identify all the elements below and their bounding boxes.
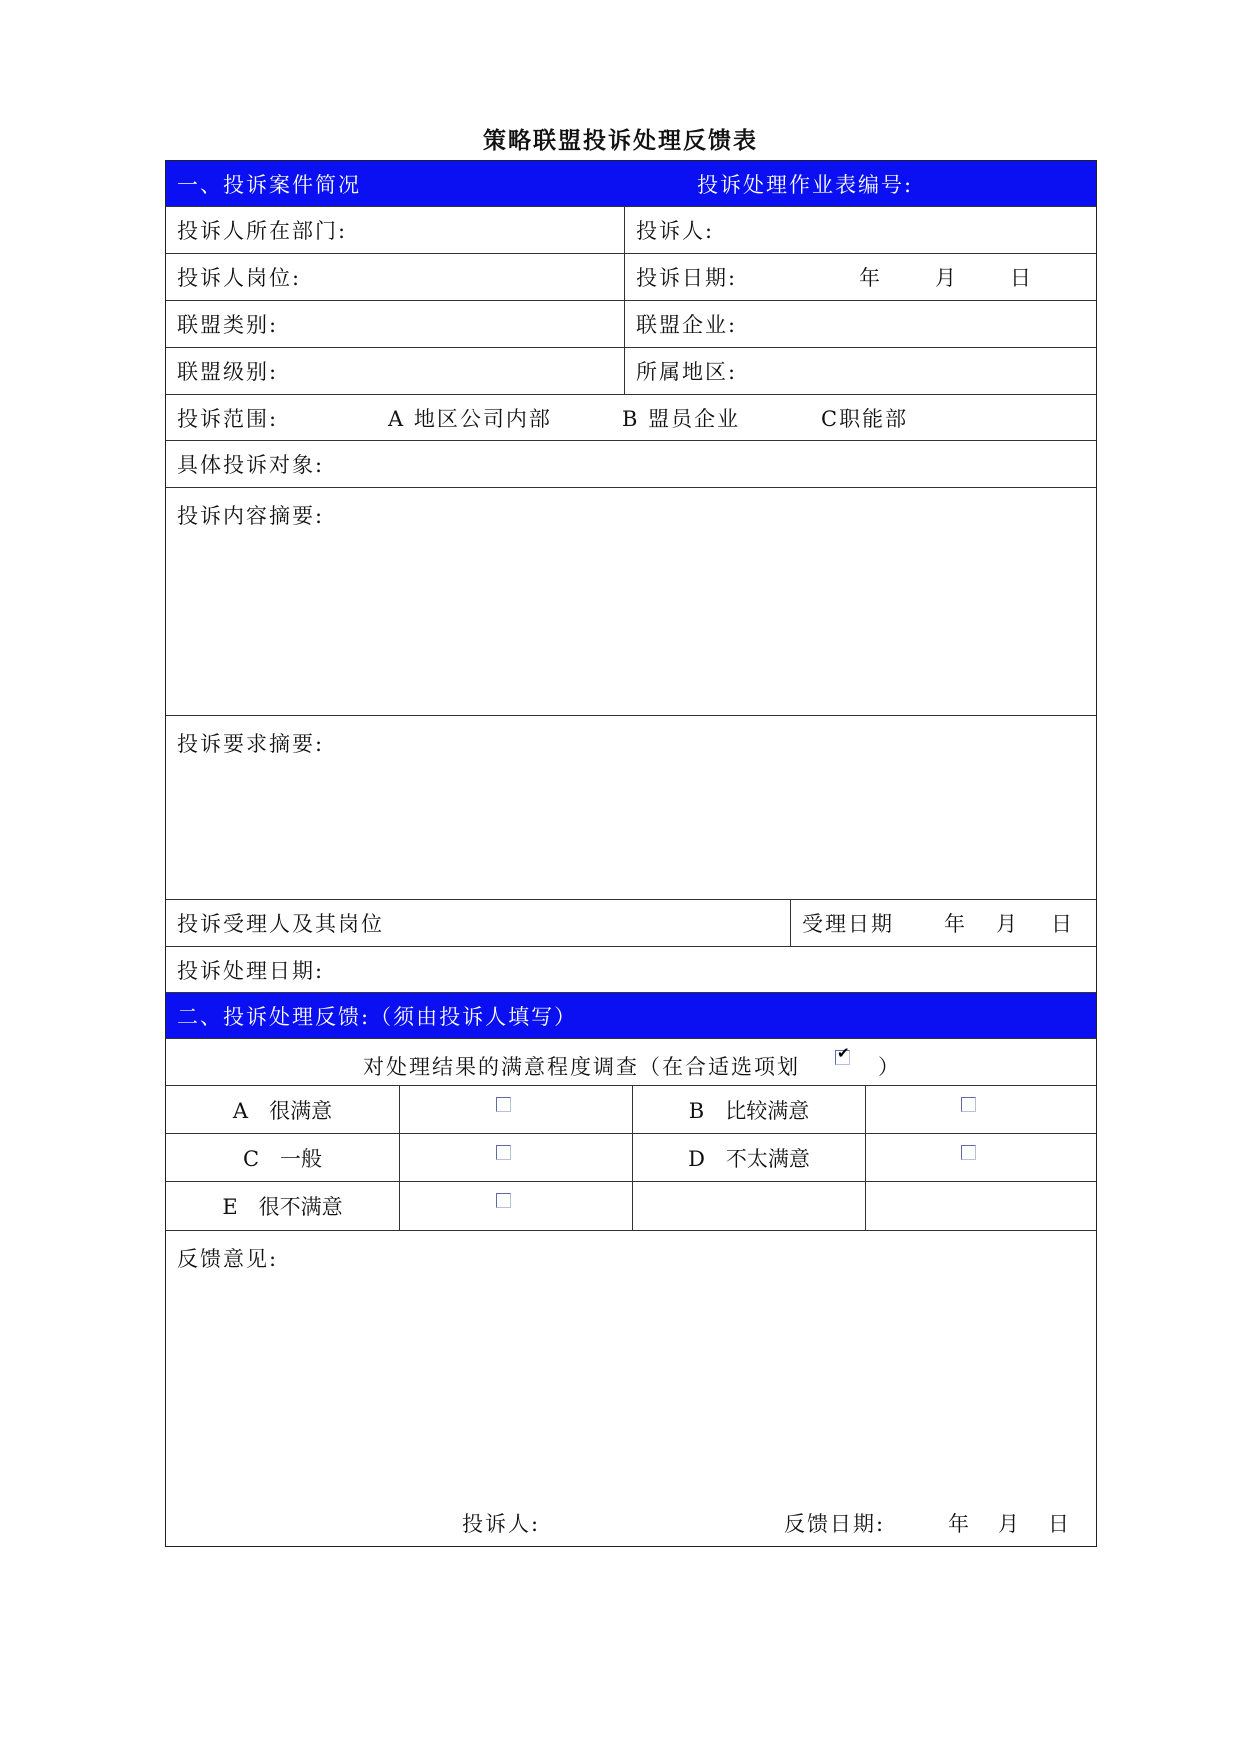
- feedback-date-year: 年: [948, 1512, 969, 1536]
- request-summary-field[interactable]: 投诉要求摘要:: [177, 732, 325, 756]
- complainant-position-field[interactable]: 投诉人岗位:: [177, 266, 302, 290]
- alliance-company-field[interactable]: 联盟企业:: [624, 301, 1096, 347]
- alliance-level-field[interactable]: 联盟级别:: [177, 360, 279, 384]
- row-position-date: [166, 254, 1096, 301]
- option-e-checkbox[interactable]: [496, 1193, 511, 1208]
- option-a-label: A 很满意: [232, 1098, 333, 1123]
- option-d-cell[interactable]: [865, 1134, 1096, 1181]
- row-dept-complainant: [166, 207, 1096, 254]
- scope-option-c[interactable]: C职能部: [821, 406, 909, 431]
- section-2-header: [166, 993, 1096, 1039]
- option-c-label: C 一般: [242, 1146, 323, 1171]
- handler-field[interactable]: 投诉受理人及其岗位: [177, 912, 384, 936]
- accept-date-label: 受理日期: [802, 912, 894, 936]
- section-2-heading: 二、投诉处理反馈:（须由投诉人填写）: [177, 1004, 578, 1029]
- row-handler: [166, 900, 1096, 947]
- option-d-checkbox[interactable]: [961, 1145, 976, 1160]
- complainant-dept-field[interactable]: 投诉人所在部门:: [177, 219, 348, 243]
- scope-label: 投诉范围:: [177, 406, 279, 431]
- option-b-label: B 比较满意: [632, 1086, 865, 1133]
- scope-option-a[interactable]: A 地区公司内部: [388, 406, 552, 431]
- section-1-heading: 一、投诉案件简况: [177, 172, 361, 197]
- section-1-header: [166, 161, 1096, 207]
- option-c-cell[interactable]: [399, 1134, 632, 1181]
- content-summary-field[interactable]: 投诉内容摘要:: [177, 504, 325, 528]
- option-d-label: D 不太满意: [632, 1134, 865, 1181]
- complaint-date-month: 月: [935, 266, 958, 290]
- accept-date-field[interactable]: [790, 900, 1096, 946]
- option-a-cell[interactable]: [399, 1086, 632, 1133]
- accept-date-year: 年: [944, 912, 967, 936]
- option-e-label: E 很不满意: [222, 1195, 343, 1219]
- empty-cell-1: [632, 1182, 865, 1230]
- feedback-date-month: 月: [998, 1512, 1019, 1536]
- option-c-checkbox[interactable]: [496, 1145, 511, 1160]
- row-category-company: [166, 301, 1096, 348]
- form-number-label: 投诉处理作业表编号:: [697, 172, 914, 197]
- scope-field: [166, 395, 1096, 440]
- feedback-date-day: 日: [1048, 1512, 1069, 1536]
- accept-date-month: 月: [996, 912, 1019, 936]
- complaint-date-label: 投诉日期:: [636, 266, 738, 290]
- option-a-checkbox[interactable]: [496, 1097, 511, 1112]
- complaint-date-day: 日: [1010, 266, 1033, 290]
- empty-cell-2: [865, 1182, 1096, 1230]
- accept-date-day: 日: [1051, 912, 1074, 936]
- row-survey-prompt: [166, 1039, 1096, 1086]
- survey-prompt-end: ）: [878, 1055, 899, 1079]
- form-title: 策略联盟投诉处理反馈表: [483, 127, 758, 154]
- complaint-date-year: 年: [859, 266, 882, 290]
- process-date-field[interactable]: 投诉处理日期:: [177, 958, 325, 983]
- survey-prompt: 对处理结果的满意程度调查（在合适选项划: [363, 1055, 800, 1079]
- row-content-summary: [166, 488, 1096, 716]
- complainant-field[interactable]: 投诉人:: [624, 207, 1096, 253]
- option-b-cell[interactable]: [865, 1086, 1096, 1133]
- row-feedback: [166, 1231, 1096, 1546]
- option-b-checkbox[interactable]: [961, 1097, 976, 1112]
- feedback-date-label[interactable]: 反馈日期:: [784, 1512, 886, 1536]
- complaint-feedback-form: [165, 160, 1097, 1547]
- option-e-cell[interactable]: [399, 1182, 632, 1230]
- signer-label[interactable]: 投诉人:: [462, 1512, 541, 1536]
- row-process-date: [166, 947, 1096, 993]
- row-target: [166, 441, 1096, 488]
- row-scope: [166, 395, 1096, 441]
- row-level-region: [166, 348, 1096, 395]
- row-options-3: [166, 1182, 1096, 1231]
- row-options-2: [166, 1134, 1096, 1182]
- feedback-field[interactable]: 反馈意见:: [177, 1247, 279, 1271]
- complaint-date-field[interactable]: [624, 254, 1096, 300]
- row-request-summary: [166, 716, 1096, 900]
- target-field[interactable]: 具体投诉对象:: [177, 453, 325, 477]
- row-options-1: [166, 1086, 1096, 1134]
- scope-option-b[interactable]: B 盟员企业: [622, 406, 741, 431]
- survey-prompt-checkbox: [835, 1044, 850, 1065]
- check-icon: ✔: [837, 1044, 850, 1062]
- region-field[interactable]: 所属地区:: [624, 348, 1096, 394]
- alliance-category-field[interactable]: 联盟类别:: [177, 313, 279, 337]
